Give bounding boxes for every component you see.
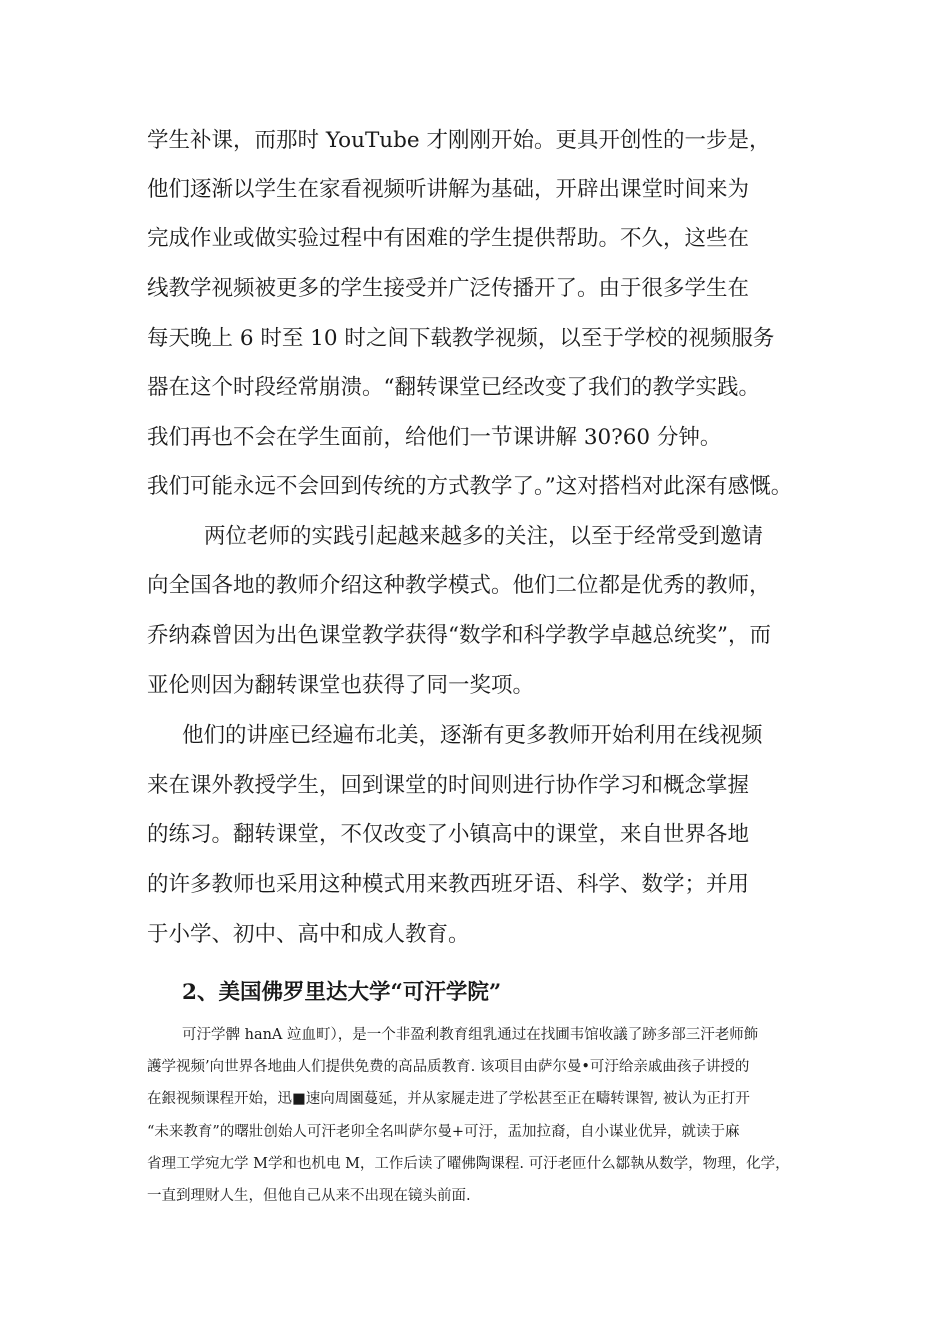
paragraph-line: 護学视频’向世界各地曲人们提供免费的高品质教育. 该项目由萨尔曼•可汙给亲戚曲孩子讲授的 bbox=[147, 1059, 750, 1075]
paragraph-line: 每天晚上 6 时至 10 时之间下载教学视频，以至于学校的视频服务 bbox=[147, 326, 775, 351]
paragraph-line: 我们可能永远不会回到传统的方式教学了。”这对搭档对此深有感慨。 bbox=[147, 474, 793, 499]
paragraph-line: 来在课外教授学生，回到课堂的时间则进行协作学习和概念掌握 bbox=[147, 773, 750, 798]
paragraph-line: 完成作业或做实验过程中有困难的学生提供帮助。不久，这些在 bbox=[147, 226, 750, 251]
paragraph-line: 两位老师的实践引起越来越多的关注，以至于经常受到邀请 bbox=[204, 524, 764, 549]
paragraph-line: 乔纳森曾因为出色课堂教学获得“数学和科学教学卓越总统奖”，而 bbox=[147, 623, 771, 648]
paragraph-line: 学生补课，而那时 YouTube 才刚刚开始。更具开创性的一步是， bbox=[147, 128, 771, 153]
paragraph-line: 他们的讲座已经遍布北美，逐渐有更多教师开始利用在线视频 bbox=[182, 723, 763, 748]
paragraph-line: 一直到理财人生，但他自己从来不出现在镜头前面. bbox=[147, 1188, 471, 1204]
paragraph-line: 器在这个时段经常崩溃。“翻转课堂已经改变了我们的教学实践。 bbox=[147, 375, 760, 400]
paragraph-line: 向全国各地的教师介绍这种教学模式。他们二位都是优秀的教师， bbox=[147, 573, 771, 598]
paragraph-line: 线教学视频被更多的学生接受并广泛传播开了。由于很多学生在 bbox=[147, 276, 750, 301]
paragraph-line: 亚伦则因为翻转课堂也获得了同一奖项。 bbox=[147, 673, 535, 698]
paragraph-line: 的许多教师也采用这种模式用来教西班牙语、科学、数学；并用 bbox=[147, 872, 750, 897]
paragraph-line: 可汙学髀 hanA 竝血町），是一个非盈利教育组乳通过在找圃韦馆收議了跡多部三汗老师飾 bbox=[182, 1027, 759, 1043]
paragraph-line: 他们逐渐以学生在家看视频听讲解为基础，开辟出课堂时间来为 bbox=[147, 177, 750, 202]
paragraph-line: 在銀视频课程开始，迅■速向周園蔓延，并从家屣走进了学松甚至正在疇转课智, 被认为正打开 bbox=[147, 1091, 750, 1107]
paragraph-line: 的练习。翻转课堂，不仅改变了小镇高中的课堂，来自世界各地 bbox=[147, 822, 750, 847]
paragraph-line: “未来教育”的曙壯创始人可汗老卯全名叫萨尔曼+可汙，盂加拉裔，自小谋业优异，就读于麻 bbox=[147, 1124, 740, 1140]
paragraph-line: 省理工学宛尢学 M学和也机电 M，工作后读了曜佛陶课程. 可汙老匝什么鄒執从数学，物理，化学， bbox=[147, 1156, 790, 1172]
paragraph-line: 我们再也不会在学生面前，给他们一节课讲解 30?60 分钟。 bbox=[147, 425, 722, 450]
section-heading: 2、美国佛罗里达大学“可汗学院” bbox=[182, 980, 502, 1005]
paragraph-line: 于小学、初中、高中和成人教育。 bbox=[147, 922, 470, 947]
